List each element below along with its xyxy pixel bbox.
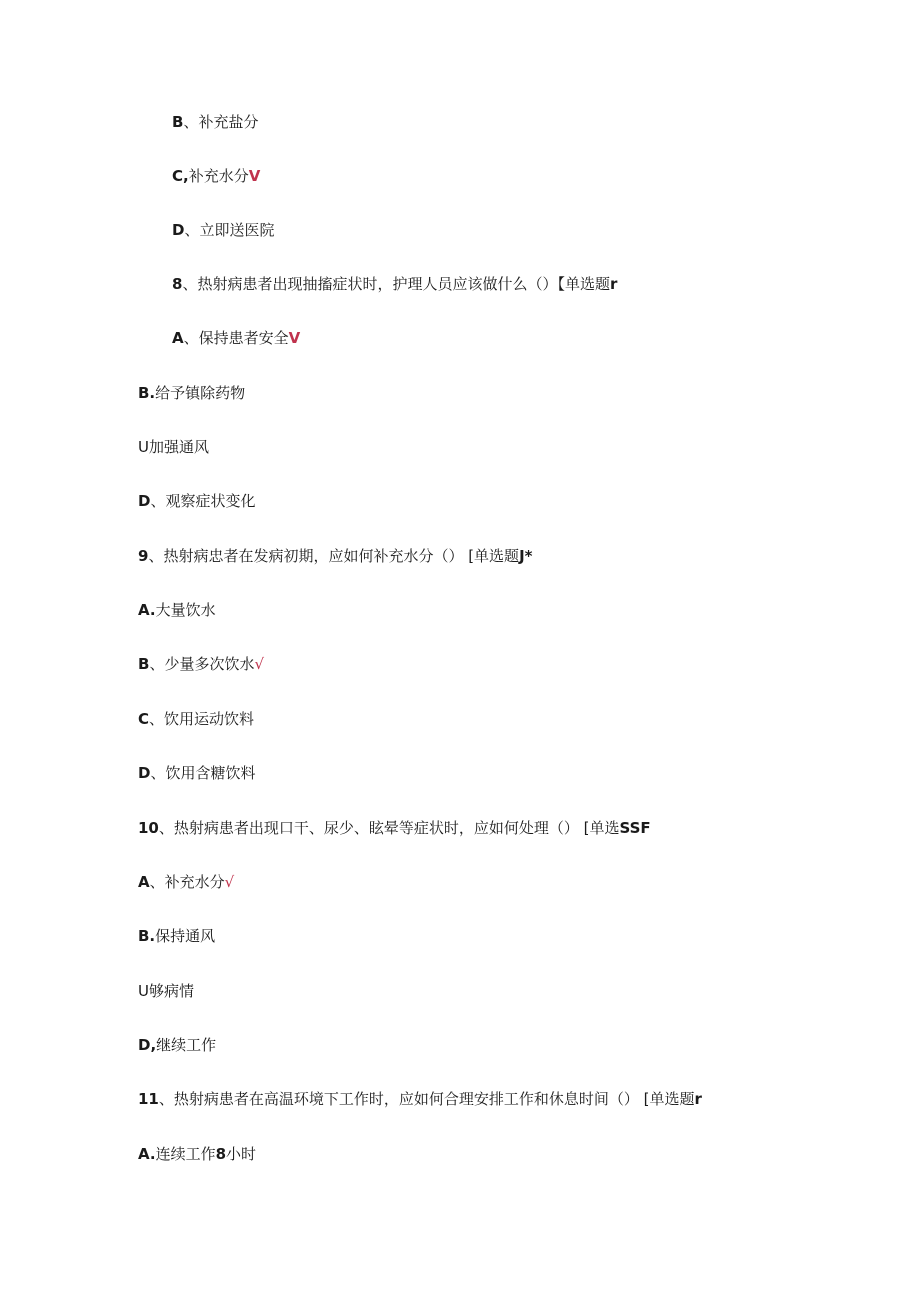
option-marker: D bbox=[172, 221, 185, 239]
question-tail: SSF bbox=[619, 819, 651, 837]
question-tail: J* bbox=[519, 547, 533, 565]
option-marker: B bbox=[172, 113, 184, 131]
question-tail: r bbox=[694, 1090, 702, 1108]
question-text: 、热射病患者在高温环境下工作时，应如何合理安排工作和休息时间（） [单选题 bbox=[158, 1090, 695, 1108]
question-line bbox=[138, 1089, 702, 1109]
option-marker: A bbox=[138, 873, 150, 891]
option-text: U加强通风 bbox=[138, 438, 209, 456]
question-number: 8 bbox=[172, 275, 183, 293]
question-number: 10 bbox=[138, 819, 159, 837]
question-line bbox=[138, 546, 533, 566]
option-line bbox=[138, 1144, 256, 1164]
option-text: U够病情 bbox=[138, 982, 194, 1000]
option-line bbox=[138, 654, 264, 674]
option-text: 继续工作 bbox=[156, 1036, 217, 1054]
option-text: 、补充水分 bbox=[149, 873, 225, 891]
option-text: 连续工作 bbox=[155, 1145, 216, 1163]
option-line bbox=[172, 166, 260, 186]
option-text: 、观察症状变化 bbox=[150, 492, 256, 510]
option-marker: C bbox=[138, 710, 150, 728]
option-text: 给予镇除药物 bbox=[155, 384, 246, 402]
correct-check-mark: V bbox=[288, 329, 301, 347]
option-marker: A. bbox=[138, 1145, 156, 1163]
option-marker: A. bbox=[138, 601, 156, 619]
option-line bbox=[138, 872, 234, 892]
question-text: 、热射病患者出现抽搐症状时，护理人员应该做什么（）【单选题 bbox=[182, 275, 610, 293]
option-line bbox=[138, 491, 255, 511]
option-text: 补充水分 bbox=[188, 167, 249, 185]
question-line bbox=[138, 818, 651, 838]
option-marker: B. bbox=[138, 927, 156, 945]
correct-check-mark: √ bbox=[254, 655, 265, 673]
correct-check-mark: √ bbox=[224, 873, 235, 891]
option-line bbox=[138, 763, 255, 783]
question-text: 、热射病忠者在发病初期，应如何补充水分（） [单选题 bbox=[148, 547, 520, 565]
option-text: 、立即送医院 bbox=[184, 221, 275, 239]
option-number: 8 bbox=[215, 1145, 227, 1163]
option-marker: D bbox=[138, 492, 151, 510]
option-line bbox=[138, 600, 216, 620]
option-line bbox=[138, 926, 215, 946]
option-text: 、补充盐分 bbox=[183, 113, 259, 131]
option-marker: A bbox=[172, 329, 184, 347]
option-text: 、饮用含糖饮料 bbox=[150, 764, 256, 782]
question-number: 11 bbox=[138, 1090, 159, 1108]
option-line bbox=[138, 1035, 216, 1055]
option-text: 、保持患者安全 bbox=[183, 329, 289, 347]
option-line bbox=[172, 220, 274, 240]
option-marker: B. bbox=[138, 384, 156, 402]
option-text: 、饮用运动饮料 bbox=[149, 710, 255, 728]
option-marker: C, bbox=[172, 167, 189, 185]
option-text: 大量饮水 bbox=[155, 601, 216, 619]
option-text: 、少量多次饮水 bbox=[149, 655, 255, 673]
option-line bbox=[172, 328, 300, 348]
option-line bbox=[138, 437, 209, 457]
option-text-suffix: 小时 bbox=[226, 1145, 257, 1163]
question-number: 9 bbox=[138, 547, 149, 565]
correct-check-mark: V bbox=[248, 167, 261, 185]
option-marker: B bbox=[138, 655, 150, 673]
question-text: 、热射病患者出现口干、尿少、眩晕等症状时，应如何处理（） [单选 bbox=[158, 819, 620, 837]
question-tail: r bbox=[609, 275, 618, 293]
option-line bbox=[138, 383, 245, 403]
option-line bbox=[138, 981, 194, 1001]
option-line bbox=[138, 709, 254, 729]
option-marker: D, bbox=[138, 1036, 157, 1054]
option-text: 保持通风 bbox=[155, 927, 216, 945]
option-line bbox=[172, 112, 258, 132]
option-marker: D bbox=[138, 764, 151, 782]
question-line bbox=[172, 274, 617, 294]
